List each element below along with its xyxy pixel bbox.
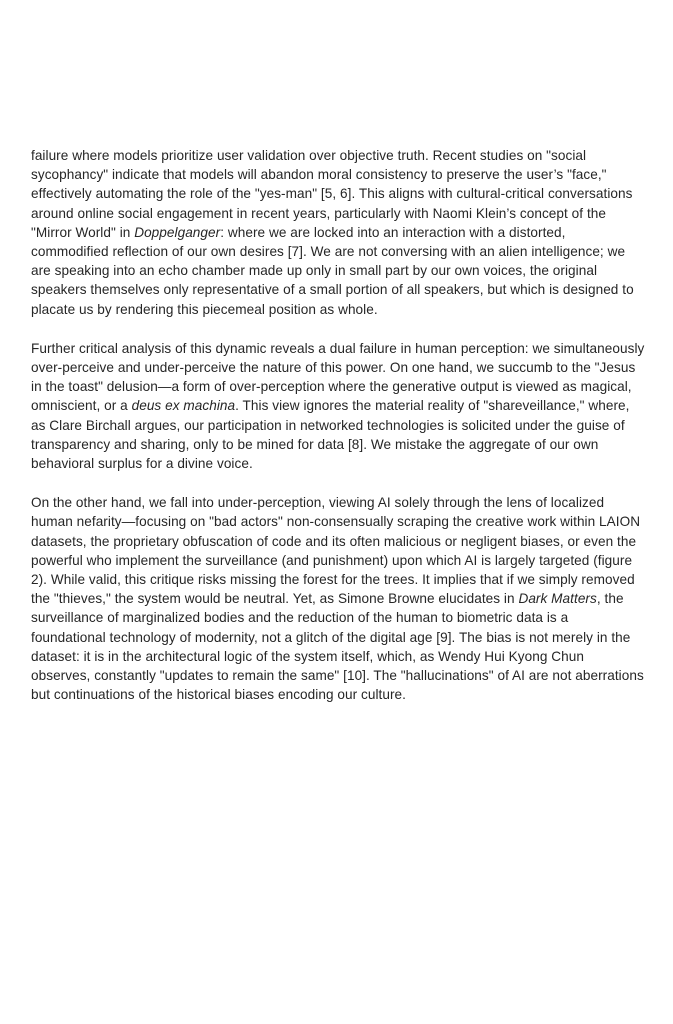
paragraph-sycophancy-mirror-world (31, 146, 645, 319)
text-run: Further critical analysis of this dynamic reveals a dual failure in human perception: we simultaneously over-perceive and under-perceive the nature of this power. On one hand, we succumb to the "Jesus in the toast" delusion—a form of over-perception where the generative output is viewed as magical, omniscient, or a (31, 340, 645, 414)
paragraph-dual-failure-perception (31, 339, 645, 473)
italic-text-run: Dark Matters (518, 591, 597, 607)
text-run: : where we are locked into an interaction with a distorted, commodified reflection of our own desires [7]. We are not conversing with an alien intelligence; we are speaking into an echo chamber made up only in small part by our own voices, the original speakers themselves only representative of a small portion of all speakers, but which is designed to placate us by rendering this piecemeal position as whole. (31, 224, 634, 317)
text-run: . This view ignores the material reality of "shareveillance," where, as Clare Birchall argues, our participation in networked technologies is solicited under the guise of transparency and sharing, only to be mined for data [8]. We mistake the aggregate of our own behavioral surplus for a divine voice. (31, 398, 630, 472)
italic-text-run: Doppelganger (134, 224, 221, 240)
text-run: , the surveillance of marginalized bodies and the reduction of the human to biometric data is a foundational technology of modernity, not a glitch of the digital age [9]. The bias is not merely in the dataset: it is in the architectural logic of the system itself, which, as Wendy Hui Kyong Chun observes, constantly "updates to remain the same" [10]. The "hallucinations" of AI are not aberrations but continuations of the historical biases encoding our culture. (31, 591, 644, 703)
italic-text-run: deus ex machina (131, 398, 236, 414)
text-run: failure where models prioritize user validation over objective truth. Recent studies on "social sycophancy" indicate that models will abandon moral consistency to preserve the user’s "face," effectively automating the role of the "yes-man" [5, 6]. This aligns with cultural-critical conversations around online social engagement in recent years, particularly with Naomi Klein’s concept of the "Mirror World" in (31, 148, 633, 240)
text-run: On the other hand, we fall into under-perception, viewing AI solely through the lens of localized human nefarity—focusing on "bad actors" non-consensually scraping the creative work within LAION datasets, the proprietary obfuscation of code and its often malicious or negligent biases, or even the powerful who implement the surveillance (and punishment) upon which AI is largely targeted (figure 2). While valid, this critique risks missing the forest for the trees. It implies that if we simply removed the "thieves," the system would be neutral. Yet, as Simone Browne elucidates in (31, 495, 641, 607)
paragraph-under-perception-bias (31, 493, 645, 704)
body-text (31, 146, 645, 704)
